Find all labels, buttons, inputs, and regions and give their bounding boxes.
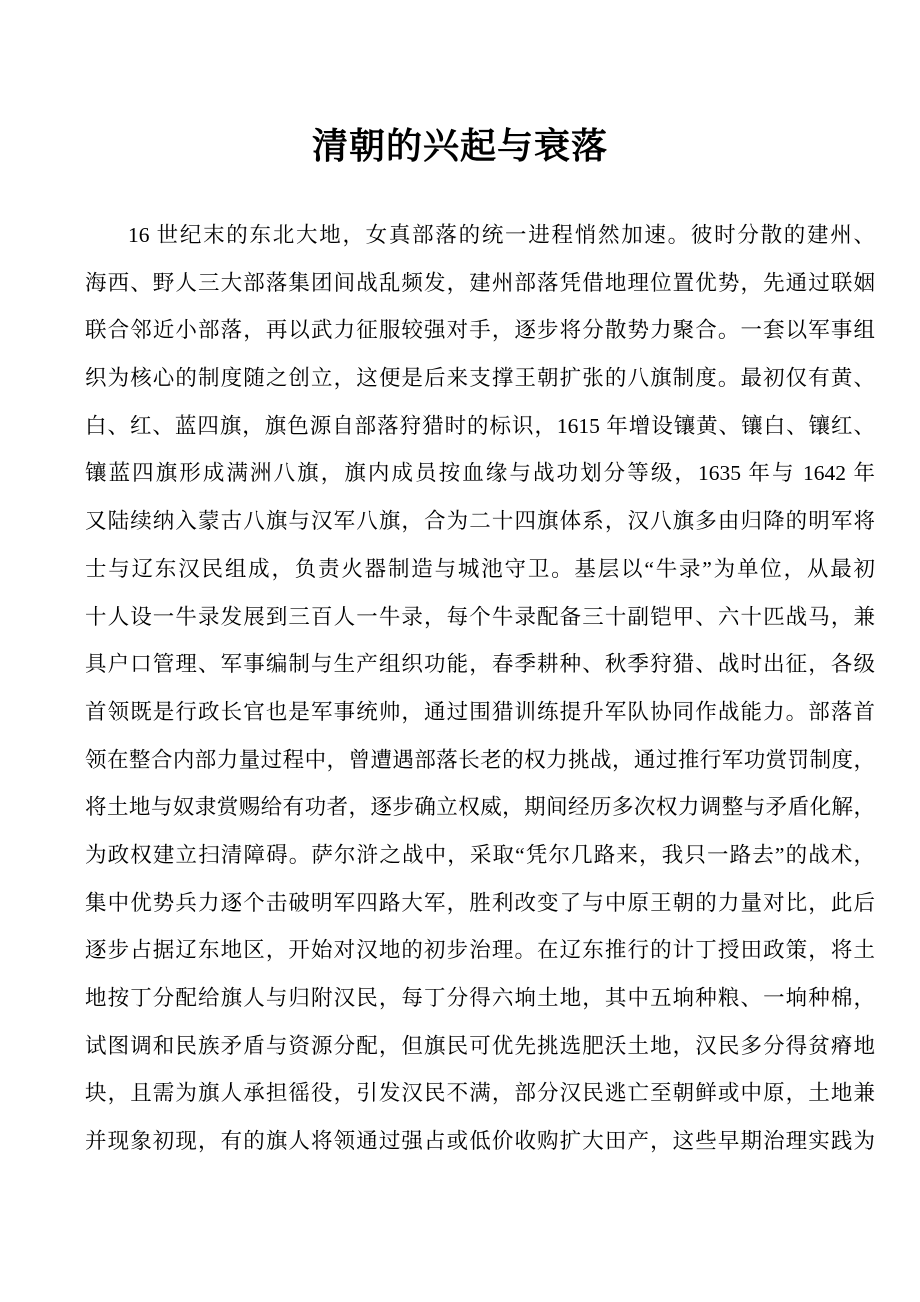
paragraph-line: 逐步占据辽东地区，开始对汉地的初步治理。在辽东推行的计丁授田政策，将土 bbox=[85, 938, 875, 963]
document-title: 清朝的兴起与衰落 bbox=[311, 125, 608, 166]
paragraph-line: 具户口管理、军事编制与生产组织功能，春季耕种、秋季狩猎、战时出征，各级 bbox=[85, 652, 875, 677]
paragraph-line: 镶蓝四旗形成满洲八旗，旗内成员按血缘与战功划分等级，1635 年与 1642 年 bbox=[85, 461, 875, 486]
paragraph-line: 领在整合内部力量过程中，曾遭遇部落长老的权力挑战，通过推行军功赏罚制度， bbox=[85, 747, 875, 772]
paragraph-line: 又陆续纳入蒙古八旗与汉军八旗，合为二十四旗体系，汉八旗多由归降的明军将 bbox=[85, 509, 875, 534]
paragraph-line: 士与辽东汉民组成，负责火器制造与城池守卫。基层以“牛录”为单位，从最初 bbox=[85, 556, 875, 581]
paragraph-line: 织为核心的制度随之创立，这便是后来支撑王朝扩张的八旗制度。最初仅有黄、 bbox=[85, 366, 875, 391]
paragraph-line: 并现象初现，有的旗人将领通过强占或低价收购扩大田产，这些早期治理实践为 bbox=[85, 1129, 875, 1154]
paragraph-line: 集中优势兵力逐个击破明军四路大军，胜利改变了与中原王朝的力量对比，此后 bbox=[85, 890, 875, 915]
paragraph-line: 16 世纪末的东北大地，女真部落的统一进程悄然加速。彼时分散的建州、 bbox=[128, 223, 875, 247]
paragraph-line: 首领既是行政长官也是军事统帅，通过围猎训练提升军队协同作战能力。部落首 bbox=[85, 699, 875, 724]
paragraph-line: 十人设一牛录发展到三百人一牛录，每个牛录配备三十副铠甲、六十匹战马，兼 bbox=[85, 604, 875, 629]
document-body bbox=[85, 212, 875, 1166]
paragraph-line: 联合邻近小部落，再以武力征服较强对手，逐步将分散势力聚合。一套以军事组 bbox=[85, 318, 875, 343]
paragraph-line: 试图调和民族矛盾与资源分配，但旗民可优先挑选肥沃土地，汉民多分得贫瘠地 bbox=[85, 1033, 875, 1058]
paragraph-line: 海西、野人三大部落集团间战乱频发，建州部落凭借地理位置优势，先通过联姻 bbox=[85, 270, 875, 295]
paragraph-line: 将土地与奴隶赏赐给有功者，逐步确立权威，期间经历多次权力调整与矛盾化解， bbox=[85, 795, 875, 820]
paragraph-line: 块，且需为旗人承担徭役，引发汉民不满，部分汉民逃亡至朝鲜或中原，土地兼 bbox=[85, 1081, 875, 1106]
paragraph-line: 为政权建立扫清障碍。萨尔浒之战中，采取“凭尔几路来，我只一路去”的战术， bbox=[85, 842, 875, 867]
paragraph-line: 白、红、蓝四旗，旗色源自部落狩猎时的标识，1615 年增设镶黄、镶白、镶红、 bbox=[85, 413, 875, 438]
paragraph-line: 地按丁分配给旗人与归附汉民，每丁分得六垧土地，其中五垧种粮、一垧种棉， bbox=[85, 986, 875, 1010]
